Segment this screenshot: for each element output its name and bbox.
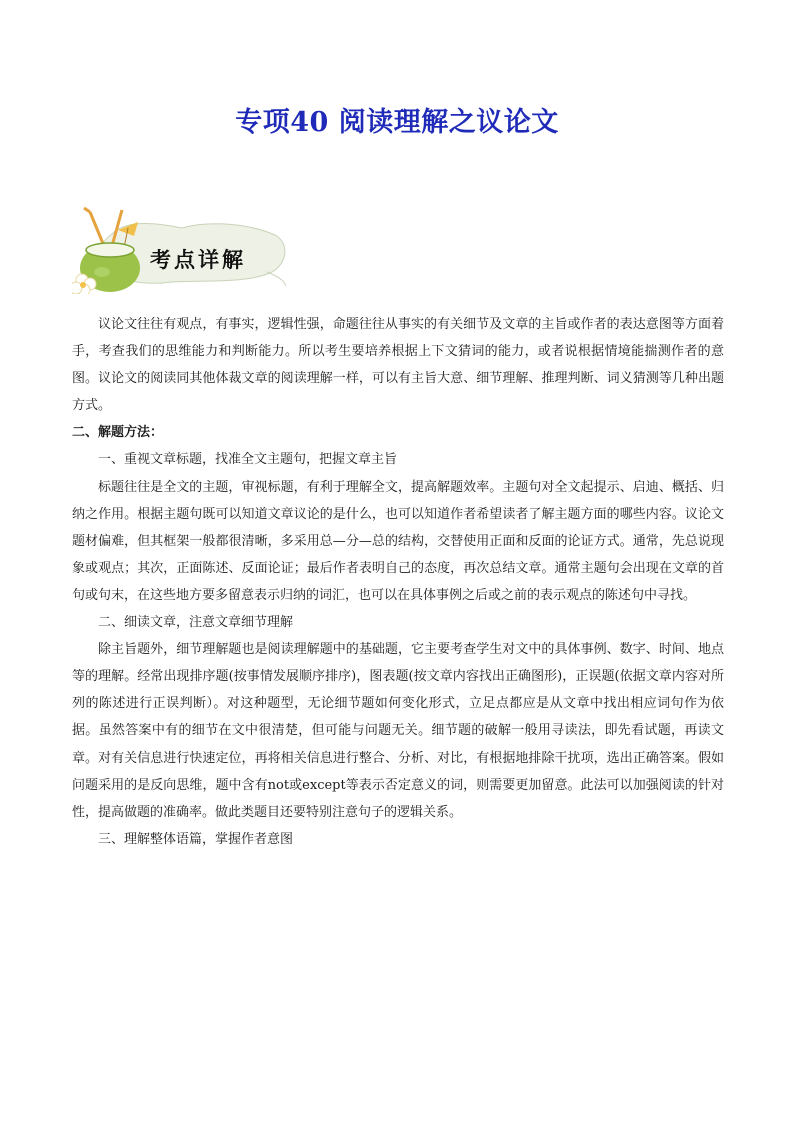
section-banner-label: 考点详解 xyxy=(150,247,246,272)
intro-paragraph: 议论文往往有观点，有事实，逻辑性强，命题往往从事实的有关细节及文章的主旨或作者的表达意图等方面着手，考查我们的思维能力和判断能力。所以考生要培养根据上下文猜词的能力，或者说根据情境能揣测作者的意图。议论文的阅读同其他体裁文章的阅读理解一样，可以有主旨大意、细节理解、推理判断、词义猜测等几种出题方式。 xyxy=(72,317,724,414)
method3-heading: 三、理解整体语篇，掌握作者意图 xyxy=(98,831,294,847)
method2-paragraph: 除主旨题外，细节理解题也是阅读理解题中的基础题，它主要考查学生对文中的具体事例、数字、时间、地点等的理解。经常出现排序题(按事情发展顺序排序)，图表题(按文章内容找出正确图形)，正误题(依据文章内容对所列的陈述进行正误判断）。对这种题型，无论细节题如何变化形式，立足点都应是从文章中找出相应词句作为依据。虽然答案中有的细节在文中很清楚，但可能与问题无关。细节题的破解一般用寻读法，即先看试题，再读文章。对有关信息进行快速定位，再将相关信息进行整合、分析、对比，有根据地排除干扰项，选出正确答案。假如问题采用的是反向思维，题中含有not或except等表示否定意义的词，则需要更加留意。此法可以加强阅读的针对性，提高做题的准确率。做此类题目还要特别注意句子的逻辑关系。 xyxy=(72,642,724,820)
document-body xyxy=(72,311,724,853)
method2-heading: 二、细读文章，注意文章细节理解 xyxy=(98,615,294,631)
method1-paragraph: 标题往往是全文的主题，审视标题，有利于理解全文，提高解题效率。主题句对全文起提示、启迪、概括、归纳之作用。根据主题句既可以知道文章议论的是什么，也可以知道作者希望读者了解主题方面的哪些内容。议论文题材偏难，但其框架一般都很清晰，多采用总—分—总的结构，交替使用正面和反面的论证方式。通常，先总说现象或观点；其次，正面陈述、反面论证；最后作者表明自己的态度，再次总结文章。通常主题句会出现在文章的首句或句末，在这些地方要多留意表示归纳的词汇，也可以在具体事例之后或之前的表示观点的陈述句中寻找。 xyxy=(72,479,724,603)
page-title: 专项40 阅读理解之议论文 xyxy=(235,107,559,138)
methods-heading: 二、解题方法： xyxy=(72,425,164,441)
method1-heading: 一、重视文章标题，找准全文主题句，把握文章主旨 xyxy=(98,452,398,468)
